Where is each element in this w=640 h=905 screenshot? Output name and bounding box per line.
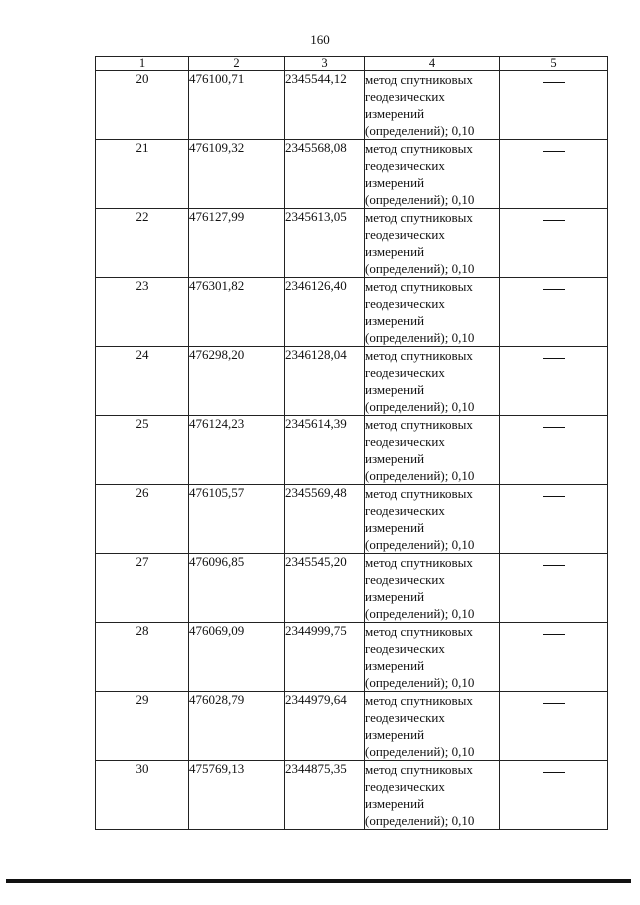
point-number-cell: 26 — [96, 485, 189, 554]
table-row — [96, 692, 608, 761]
y-coordinate-cell: 2345569,48 — [285, 485, 365, 554]
column5-cell — [500, 623, 608, 692]
dash-mark — [543, 220, 565, 221]
dash-mark — [543, 772, 565, 773]
x-coordinate-cell: 476100,71 — [189, 71, 285, 140]
dash-mark — [543, 703, 565, 704]
y-coordinate-cell: 2344999,75 — [285, 623, 365, 692]
page-number: 160 — [310, 32, 330, 47]
coordinates-table — [95, 56, 608, 830]
table-row — [96, 71, 608, 140]
dash-mark — [543, 289, 565, 290]
method-cell: метод спутниковых геодезических измерений (определений); 0,10 — [365, 416, 500, 485]
column5-cell — [500, 71, 608, 140]
column5-cell — [500, 347, 608, 416]
point-number-cell: 25 — [96, 416, 189, 485]
y-coordinate-cell: 2345544,12 — [285, 71, 365, 140]
column5-cell — [500, 692, 608, 761]
method-cell: метод спутниковых геодезических измерений (определений); 0,10 — [365, 554, 500, 623]
column5-cell — [500, 209, 608, 278]
table-row — [96, 623, 608, 692]
column-header: 1 — [96, 57, 189, 71]
table-header-row — [96, 57, 608, 71]
point-number-cell: 29 — [96, 692, 189, 761]
method-cell: метод спутниковых геодезических измерений (определений); 0,10 — [365, 140, 500, 209]
point-number-cell: 20 — [96, 71, 189, 140]
x-coordinate-cell: 476127,99 — [189, 209, 285, 278]
dash-mark — [543, 358, 565, 359]
method-cell: метод спутниковых геодезических измерений (определений); 0,10 — [365, 71, 500, 140]
y-coordinate-cell: 2346126,40 — [285, 278, 365, 347]
point-number-cell: 23 — [96, 278, 189, 347]
table-row — [96, 554, 608, 623]
method-cell: метод спутниковых геодезических измерений (определений); 0,10 — [365, 692, 500, 761]
dash-mark — [543, 82, 565, 83]
y-coordinate-cell: 2345568,08 — [285, 140, 365, 209]
dash-mark — [543, 496, 565, 497]
y-coordinate-cell: 2344875,35 — [285, 761, 365, 830]
x-coordinate-cell: 476301,82 — [189, 278, 285, 347]
column-header: 5 — [500, 57, 608, 71]
method-cell: метод спутниковых геодезических измерений (определений); 0,10 — [365, 278, 500, 347]
dash-mark — [543, 565, 565, 566]
column-header: 4 — [365, 57, 500, 71]
point-number-cell: 30 — [96, 761, 189, 830]
x-coordinate-cell: 476028,79 — [189, 692, 285, 761]
bottom-rule — [6, 879, 631, 883]
point-number-cell: 27 — [96, 554, 189, 623]
x-coordinate-cell: 476105,57 — [189, 485, 285, 554]
point-number-cell: 21 — [96, 140, 189, 209]
x-coordinate-cell: 476124,23 — [189, 416, 285, 485]
dash-mark — [543, 151, 565, 152]
column5-cell — [500, 416, 608, 485]
column5-cell — [500, 761, 608, 830]
dash-mark — [543, 634, 565, 635]
x-coordinate-cell: 476096,85 — [189, 554, 285, 623]
y-coordinate-cell: 2345545,20 — [285, 554, 365, 623]
column5-cell — [500, 554, 608, 623]
x-coordinate-cell: 476298,20 — [189, 347, 285, 416]
method-cell: метод спутниковых геодезических измерений (определений); 0,10 — [365, 485, 500, 554]
method-cell: метод спутниковых геодезических измерений (определений); 0,10 — [365, 347, 500, 416]
method-cell: метод спутниковых геодезических измерений (определений); 0,10 — [365, 209, 500, 278]
column5-cell — [500, 140, 608, 209]
column-header: 3 — [285, 57, 365, 71]
point-number-cell: 22 — [96, 209, 189, 278]
point-number-cell: 28 — [96, 623, 189, 692]
y-coordinate-cell: 2345613,05 — [285, 209, 365, 278]
y-coordinate-cell: 2345614,39 — [285, 416, 365, 485]
table-row — [96, 485, 608, 554]
table-row — [96, 209, 608, 278]
table-row — [96, 140, 608, 209]
table-row — [96, 347, 608, 416]
table-row — [96, 416, 608, 485]
column-header: 2 — [189, 57, 285, 71]
method-cell: метод спутниковых геодезических измерений (определений); 0,10 — [365, 623, 500, 692]
table-row — [96, 278, 608, 347]
column5-cell — [500, 278, 608, 347]
y-coordinate-cell: 2344979,64 — [285, 692, 365, 761]
x-coordinate-cell: 476069,09 — [189, 623, 285, 692]
column5-cell — [500, 485, 608, 554]
dash-mark — [543, 427, 565, 428]
method-cell: метод спутниковых геодезических измерений (определений); 0,10 — [365, 761, 500, 830]
x-coordinate-cell: 476109,32 — [189, 140, 285, 209]
x-coordinate-cell: 475769,13 — [189, 761, 285, 830]
y-coordinate-cell: 2346128,04 — [285, 347, 365, 416]
table-row — [96, 761, 608, 830]
point-number-cell: 24 — [96, 347, 189, 416]
